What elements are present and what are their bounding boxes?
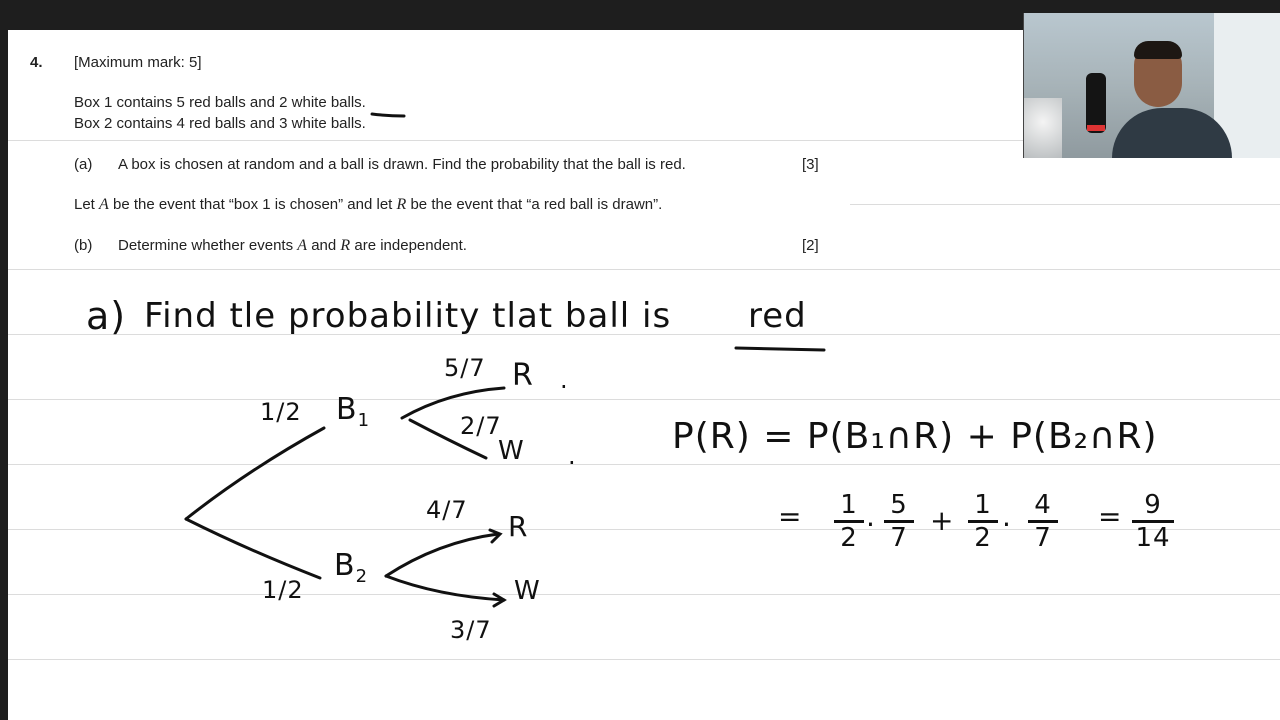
outcome-w1: W [498, 436, 525, 466]
part-b-marks: [2] [802, 237, 819, 254]
fraction-den: 7 [890, 523, 908, 553]
eq2-plus: + [930, 504, 955, 537]
event-r: R [340, 237, 351, 254]
microphone [1086, 73, 1106, 133]
underline-stroke [372, 114, 404, 116]
branch-b2-w [386, 576, 504, 600]
branch-b2-r [386, 534, 498, 576]
fraction-4-7 [1028, 492, 1058, 551]
fraction-5-7 [884, 492, 914, 551]
node-b1 [336, 392, 370, 431]
microphone-light [1087, 125, 1105, 131]
eq2-dot-1: · [866, 508, 876, 541]
max-mark: [Maximum mark: 5] [74, 54, 202, 71]
outcome-r2: R [508, 510, 529, 543]
heading-text: Find tle probability tlat ball is [144, 296, 672, 336]
fraction-1-2 [968, 492, 998, 551]
prob-b2-w: 3/7 [450, 616, 492, 644]
part-b-prefix: Determine whether events [118, 237, 294, 254]
branch-root-b2 [186, 519, 320, 578]
eq2-dot-2: · [1002, 508, 1012, 541]
let-mid: be the event that “box 1 is chosen” and let [112, 196, 393, 213]
node-b2-label: B [334, 548, 356, 583]
fraction-num: 1 [974, 490, 992, 520]
node-b1-sub: 1 [357, 410, 371, 431]
fraction-num: 9 [1144, 490, 1162, 520]
event-r: R [396, 196, 407, 213]
box2-description: Box 2 contains 4 red balls and 3 white balls. [74, 115, 366, 132]
fraction-num: 5 [890, 490, 908, 520]
prob-b1-w: 2/7 [460, 412, 502, 440]
event-a: A [99, 196, 109, 213]
node-b1-label: B [336, 392, 358, 427]
dot-1: . [560, 366, 569, 394]
prob-b1-r: 5/7 [444, 354, 486, 382]
presenter-hair [1134, 41, 1182, 59]
outcome-r1: R [512, 358, 534, 393]
eq2-equals-2: = [1098, 500, 1123, 533]
box1-description: Box 1 contains 5 red balls and 2 white balls. [74, 94, 366, 111]
heading-red: red [748, 296, 807, 336]
let-suffix: be the event that “a red ball is drawn”. [410, 196, 663, 213]
question-number: 4. [30, 54, 43, 71]
node-b2-sub: 2 [355, 566, 369, 587]
prob-b2-r: 4/7 [426, 496, 468, 524]
part-a-marks: [3] [802, 156, 819, 173]
fraction-num: 1 [840, 490, 858, 520]
fraction-1-2 [834, 492, 864, 551]
event-a: A [297, 237, 308, 254]
fraction-den: 7 [1034, 523, 1052, 553]
part-a-text: A box is chosen at random and a ball is drawn. Find the probability that the ball is red. [118, 156, 686, 173]
webcam-lamp [1024, 98, 1062, 158]
node-b2 [334, 548, 368, 587]
part-b-and: and [311, 237, 337, 254]
part-a-label: (a) [74, 156, 93, 173]
underline-red-stroke [736, 348, 824, 350]
part-b-suffix: are independent. [354, 237, 467, 254]
heading-label: a) [86, 294, 127, 338]
fraction-den: 2 [840, 523, 858, 553]
dot-2: . [568, 442, 577, 470]
fraction-result [1132, 492, 1174, 551]
part-b-label: (b) [74, 237, 93, 254]
fraction-num: 4 [1034, 490, 1052, 520]
webcam-overlay [1023, 13, 1280, 158]
fraction-den: 2 [974, 523, 992, 553]
branch-root-b1 [186, 428, 324, 519]
outcome-w2: W [514, 576, 541, 606]
prob-b1: 1/2 [260, 398, 302, 426]
prob-b2: 1/2 [262, 576, 304, 604]
equation-total-probability: P(R) = P(B₁∩R) + P(B₂∩R) [672, 416, 1158, 457]
eq2-equals: = [778, 500, 803, 533]
let-prefix: Let [74, 196, 95, 213]
fraction-den: 14 [1135, 523, 1171, 553]
